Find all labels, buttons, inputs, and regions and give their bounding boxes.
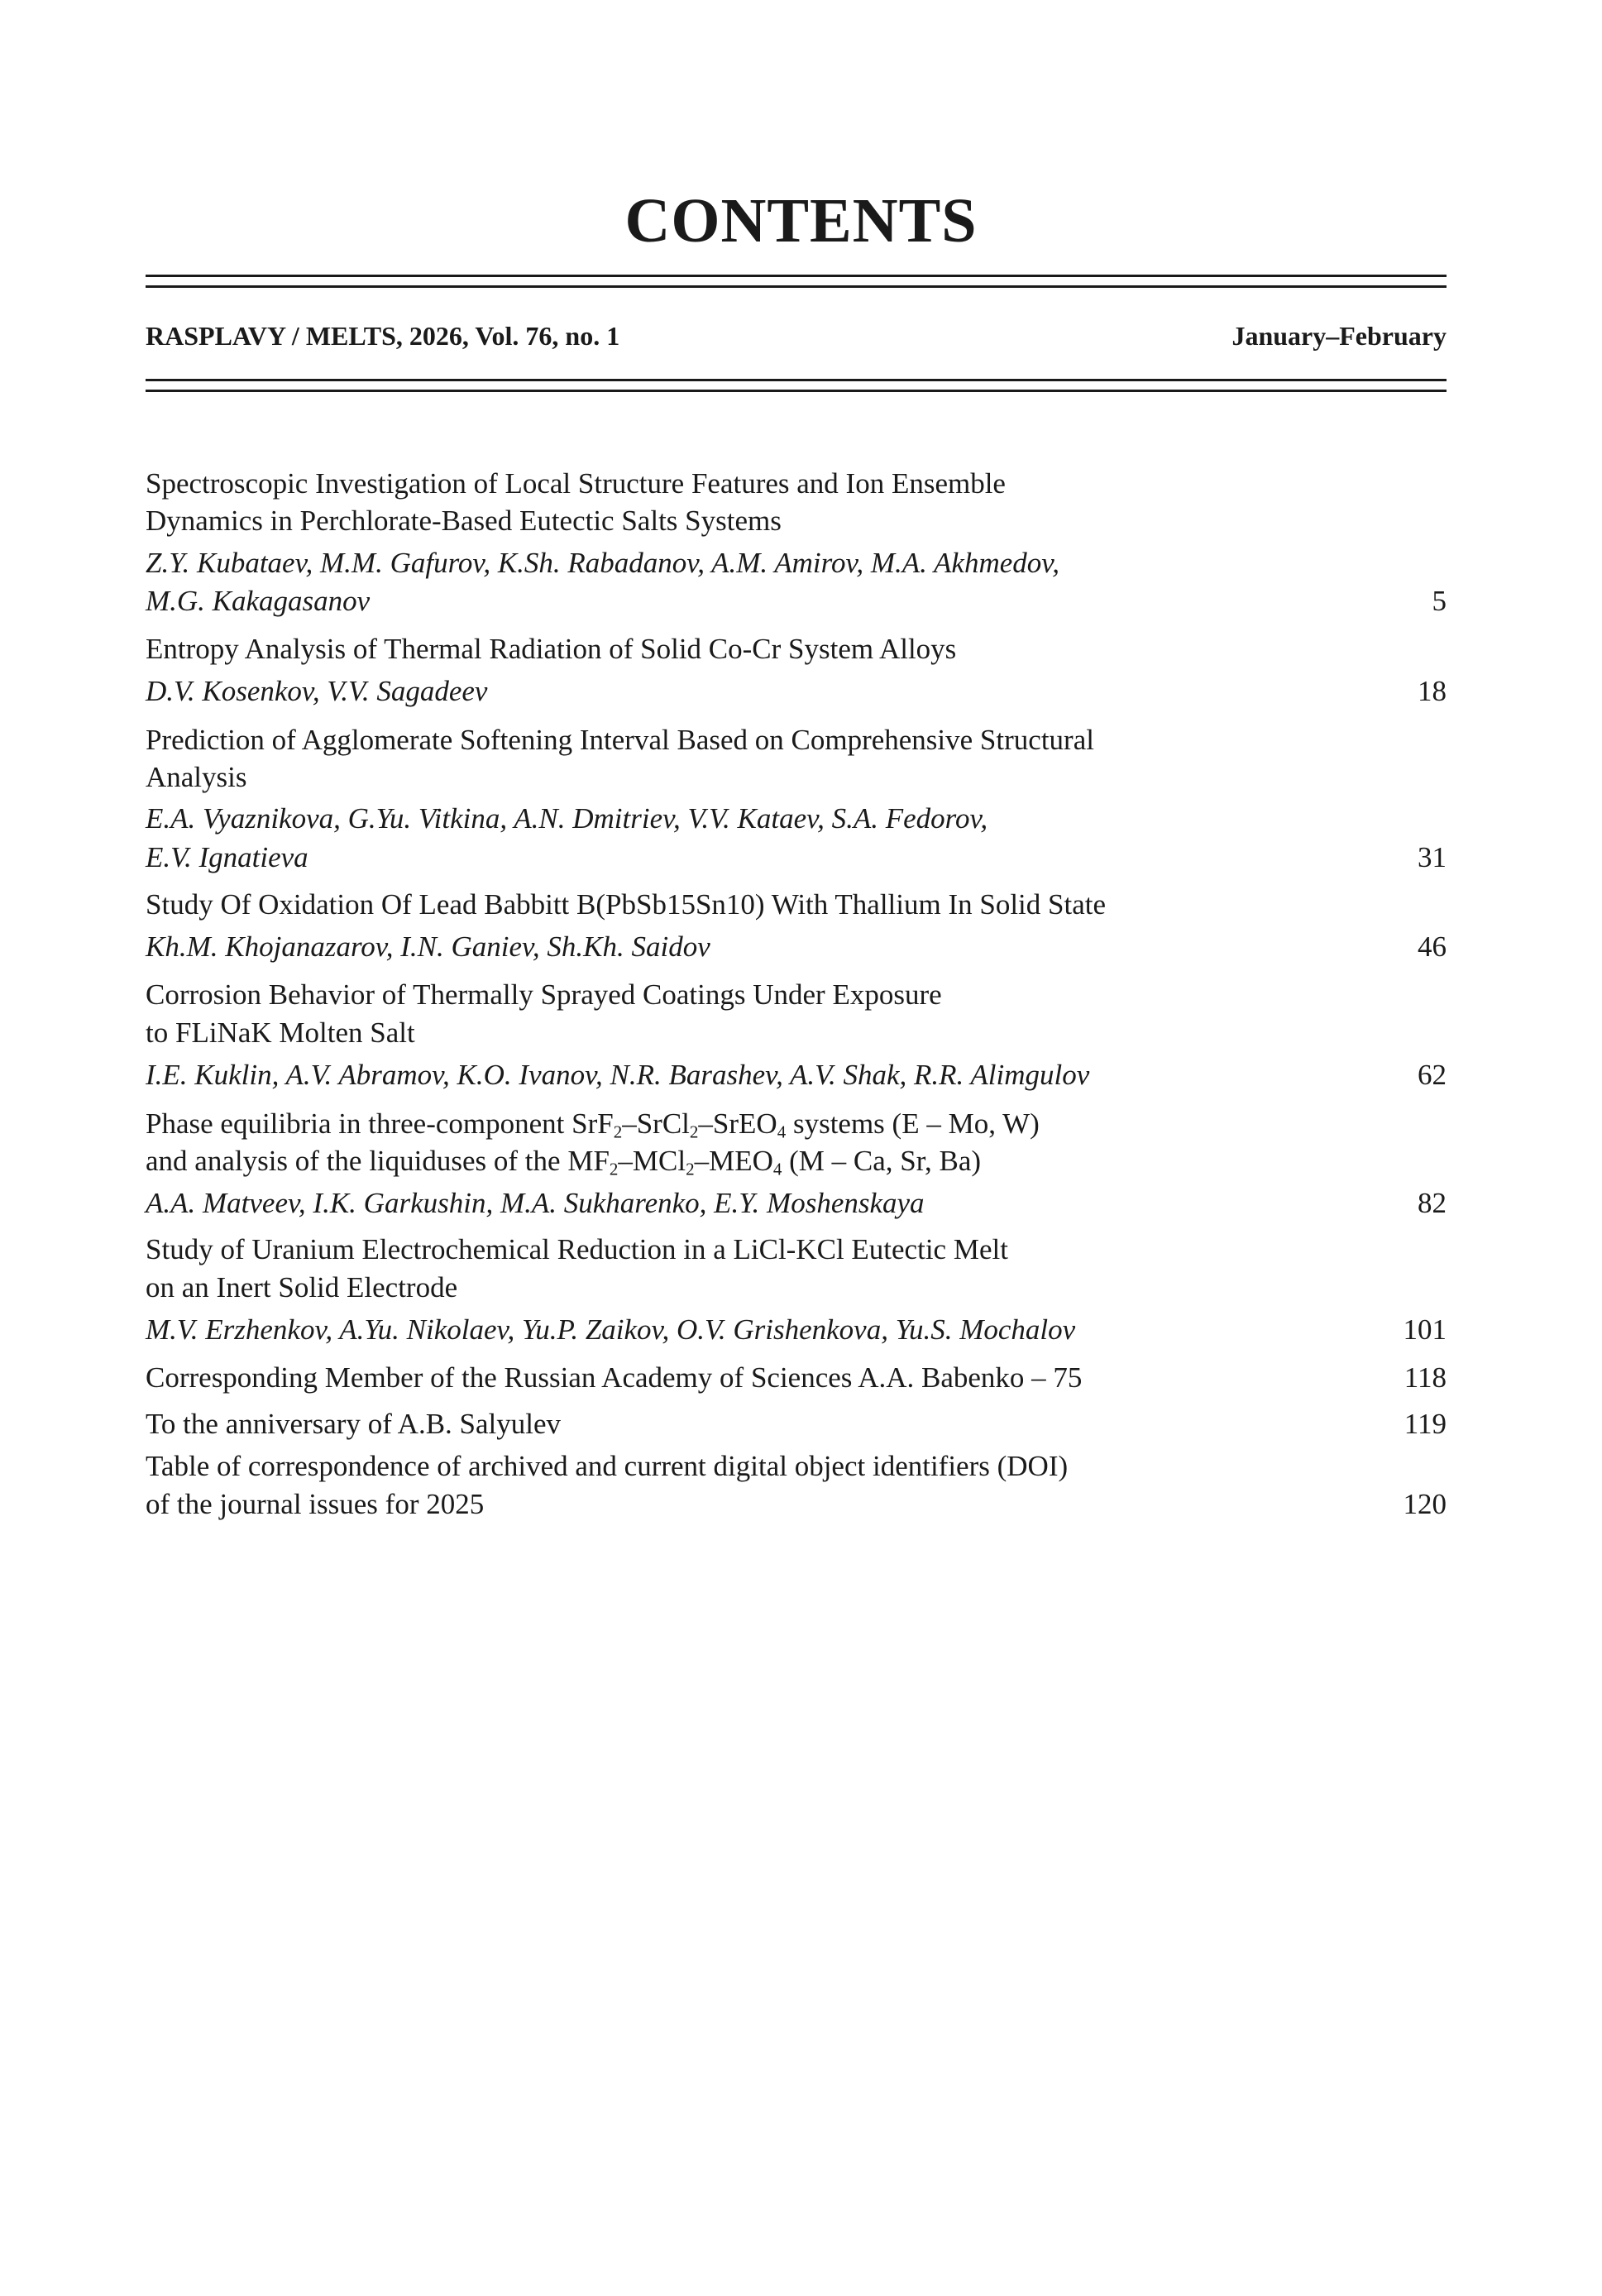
- divider: [146, 390, 1447, 392]
- page-number: 101: [1403, 1313, 1447, 1346]
- article-authors: I.E. Kuklin, A.V. Abramov, K.O. Ivanov, N.R. Barashev, A.V. Shak, R.R. Alimgulov: [146, 1059, 1090, 1091]
- title-text: Phase equilibria in three-component SrF: [146, 1107, 614, 1140]
- article-title[interactable]: Spectroscopic Investigation of Local Structure Features and Ion Ensemble: [146, 467, 1006, 500]
- title-text: systems (E – Mo, W): [786, 1107, 1040, 1140]
- page-number: 118: [1404, 1361, 1447, 1394]
- page-number: 119: [1404, 1408, 1447, 1440]
- subscript: 2: [613, 1122, 623, 1142]
- issue-months: January–February: [1231, 321, 1447, 351]
- page-number: 18: [1418, 675, 1447, 707]
- article-title[interactable]: [146, 1106, 1040, 1142]
- title-text: –MCl: [618, 1145, 686, 1177]
- title-text: and analysis of the liquiduses of the MF: [146, 1145, 610, 1177]
- article-authors: M.V. Erzhenkov, A.Yu. Nikolaev, Yu.P. Zaikov, O.V. Grishenkova, Yu.S. Mochalov: [146, 1313, 1076, 1346]
- article-authors: E.A. Vyaznikova, G.Yu. Vitkina, A.N. Dmitriev, V.V. Kataev, S.A. Fedorov,: [146, 802, 988, 835]
- article-title[interactable]: on an Inert Solid Electrode: [146, 1271, 458, 1303]
- article-authors: M.G. Kakagasanov: [146, 585, 371, 617]
- article-title[interactable]: Dynamics in Perchlorate-Based Eutectic Salts Systems: [146, 505, 782, 537]
- page-title: CONTENTS: [624, 186, 978, 256]
- subscript: 2: [609, 1159, 619, 1179]
- page-number: 5: [1432, 585, 1447, 617]
- title-text: (M – Ca, Sr, Ba): [782, 1145, 982, 1177]
- divider: [146, 379, 1447, 381]
- subscript: 4: [777, 1122, 787, 1142]
- subscript: 2: [686, 1159, 695, 1179]
- article-title[interactable]: Analysis: [146, 761, 247, 793]
- page-number: 31: [1418, 841, 1447, 873]
- subscript: 4: [772, 1159, 782, 1179]
- journal-info: RASPLAVY / MELTS, 2026, Vol. 76, no. 1: [146, 321, 620, 351]
- article-title[interactable]: Entropy Analysis of Thermal Radiation of Solid Co-Cr System Alloys: [146, 633, 957, 665]
- article-title[interactable]: of the journal issues for 2025: [146, 1488, 485, 1520]
- article-title[interactable]: Study Of Oxidation Of Lead Babbitt B(PbSb15Sn10) With Thallium In Solid State: [146, 888, 1107, 921]
- article-title[interactable]: Table of correspondence of archived and current digital object identifiers (DOI): [146, 1450, 1069, 1482]
- title-text: –MEO: [694, 1145, 773, 1177]
- title-text: –SrCl: [622, 1107, 690, 1140]
- divider: [146, 285, 1447, 288]
- article-authors: Z.Y. Kubataev, M.M. Gafurov, K.Sh. Rabadanov, A.M. Amirov, M.A. Akhmedov,: [146, 547, 1059, 579]
- subscript: 2: [689, 1122, 699, 1142]
- page-number: 120: [1403, 1488, 1447, 1520]
- article-authors: Kh.M. Khojanazarov, I.N. Ganiev, Sh.Kh. Saidov: [146, 930, 710, 963]
- article-title[interactable]: [146, 1143, 981, 1179]
- article-authors: A.A. Matveev, I.K. Garkushin, M.A. Sukharenko, E.Y. Moshenskaya: [146, 1187, 925, 1219]
- article-title[interactable]: To the anniversary of A.B. Salyulev: [146, 1408, 562, 1440]
- article-title[interactable]: Prediction of Agglomerate Softening Interval Based on Comprehensive Structural: [146, 724, 1094, 756]
- article-title[interactable]: to FLiNaK Molten Salt: [146, 1016, 415, 1049]
- article-title[interactable]: Corrosion Behavior of Thermally Sprayed Coatings Under Exposure: [146, 978, 942, 1011]
- title-text: –SrEO: [698, 1107, 777, 1140]
- article-title[interactable]: Corresponding Member of the Russian Academy of Sciences A.A. Babenko – 75: [146, 1361, 1083, 1394]
- page-number: 62: [1418, 1059, 1447, 1091]
- article-authors: E.V. Ignatieva: [146, 841, 308, 873]
- divider: [146, 275, 1447, 277]
- article-authors: D.V. Kosenkov, V.V. Sagadeev: [146, 675, 488, 707]
- page-number: 46: [1418, 930, 1447, 963]
- page-number: 82: [1418, 1187, 1447, 1219]
- article-title[interactable]: Study of Uranium Electrochemical Reduction in a LiCl-KCl Eutectic Melt: [146, 1233, 1008, 1265]
